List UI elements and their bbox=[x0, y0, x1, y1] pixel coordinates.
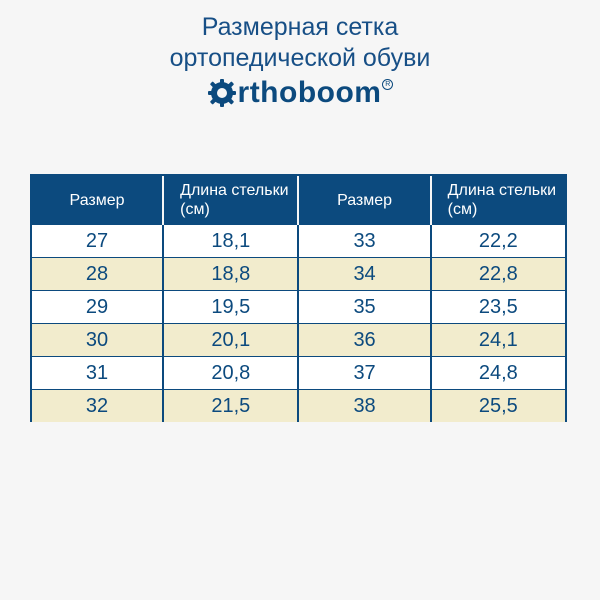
column-header-insole-length: Длина стельки (см) bbox=[431, 176, 565, 225]
table-row bbox=[32, 258, 565, 291]
orthoboom-gear-icon bbox=[207, 78, 237, 108]
table-cell-length: 19,5 bbox=[163, 291, 298, 324]
table-cell-length: 20,1 bbox=[163, 324, 298, 357]
table-cell-length: 24,8 bbox=[431, 357, 565, 390]
table-row bbox=[32, 291, 565, 324]
table-cell-size: 37 bbox=[298, 357, 430, 390]
table-cell-size: 32 bbox=[32, 390, 163, 423]
column-header-insole-length: Длина стельки (см) bbox=[163, 176, 298, 225]
table-cell-length: 25,5 bbox=[431, 390, 565, 423]
table-cell-size: 34 bbox=[298, 258, 430, 291]
table-row bbox=[32, 225, 565, 258]
table-cell-length: 22,2 bbox=[431, 225, 565, 258]
table-row bbox=[32, 324, 565, 357]
registered-mark-icon: R bbox=[382, 79, 393, 90]
table-cell-length: 24,1 bbox=[431, 324, 565, 357]
table-row bbox=[32, 390, 565, 423]
table-cell-size: 28 bbox=[32, 258, 163, 291]
page-title-line-2: ортопедической обуви bbox=[169, 44, 431, 72]
table-cell-length: 22,8 bbox=[431, 258, 565, 291]
brand-logo bbox=[207, 76, 394, 110]
brand-name: rthoboom bbox=[237, 76, 382, 109]
table-cell-size: 36 bbox=[298, 324, 430, 357]
table-cell-length: 18,8 bbox=[163, 258, 298, 291]
column-header-size: Размер bbox=[32, 176, 163, 225]
table-cell-size: 29 bbox=[32, 291, 163, 324]
table-cell-size: 38 bbox=[298, 390, 430, 423]
table-cell-length: 20,8 bbox=[163, 357, 298, 390]
table-cell-size: 35 bbox=[298, 291, 430, 324]
table-cell-length: 23,5 bbox=[431, 291, 565, 324]
table-cell-size: 27 bbox=[32, 225, 163, 258]
table-cell-size: 33 bbox=[298, 225, 430, 258]
table-cell-size: 30 bbox=[32, 324, 163, 357]
header bbox=[0, 12, 600, 112]
size-chart-table bbox=[30, 174, 567, 422]
table-row bbox=[32, 357, 565, 390]
table-header-row bbox=[32, 176, 565, 225]
column-header-size: Размер bbox=[298, 176, 430, 225]
table-cell-length: 21,5 bbox=[163, 390, 298, 423]
table-cell-size: 31 bbox=[32, 357, 163, 390]
page-title-line-1: Размерная сетка bbox=[201, 13, 399, 41]
table-cell-length: 18,1 bbox=[163, 225, 298, 258]
